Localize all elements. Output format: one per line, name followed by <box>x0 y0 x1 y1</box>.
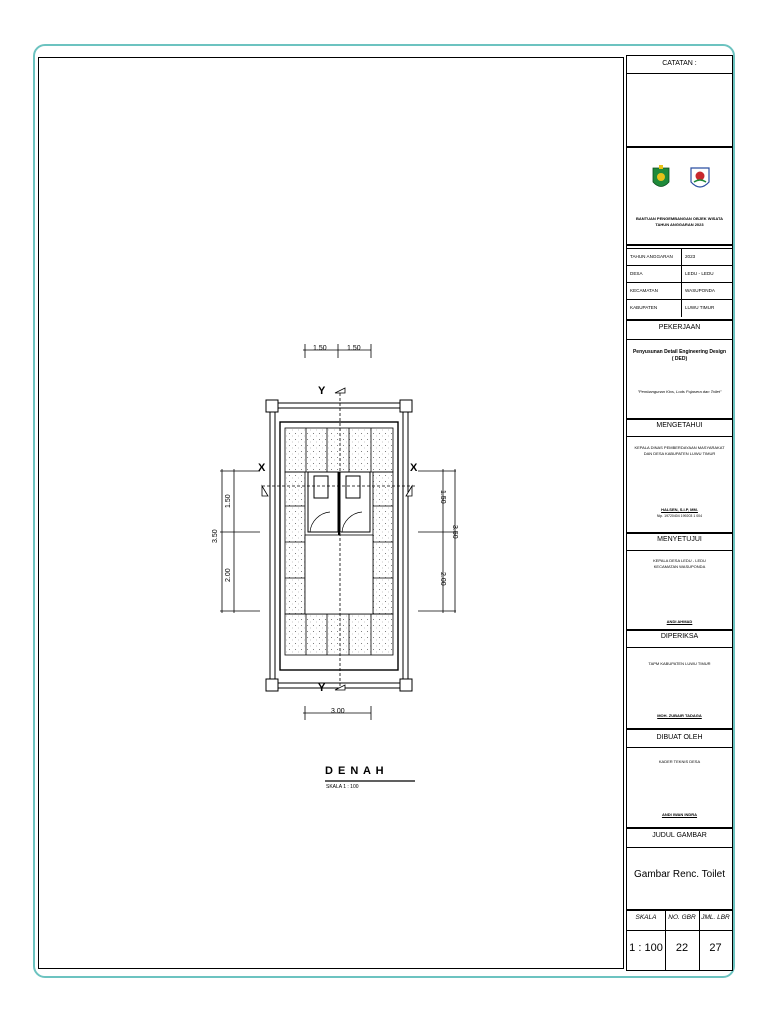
program-title-line2: TAHUN ANGGARAN 2023 <box>655 222 704 227</box>
checked-role: TAPM KABUPATEN LUWU TIMUR <box>648 661 711 666</box>
scale-value: 1 : 100 <box>629 942 663 954</box>
approved-heading: MENYETUJUI <box>657 536 702 543</box>
dim-right-lower: 2.00 <box>439 572 446 586</box>
dim-top-left: 1.50 <box>313 345 327 352</box>
approved-role-line2: KECAMATAN WASUPONDA <box>653 564 706 569</box>
plan-title: D E N A H <box>325 765 385 777</box>
program-title-line1: BANTUAN PENGEMBANGAN OBJEK WISATA <box>636 216 723 221</box>
dim-left-upper: 1.50 <box>225 494 232 508</box>
work-subtitle: "Pembangunan Kios, Lods Pujasera dan Toilet" <box>637 389 722 394</box>
ministry-emblem-icon <box>689 166 711 192</box>
acknowledged-name: HALSEN, S.I.P, MM. <box>661 507 698 512</box>
plan-scale: SKALA 1 : 100 <box>326 784 359 790</box>
section-label-x-right: X <box>410 462 418 474</box>
info-row-village: DESA LEDU - LEDU <box>627 265 732 283</box>
work-title-line2: ( DED) <box>671 356 688 362</box>
work-heading: PEKERJAAN <box>658 324 701 331</box>
drawing-title: Gambar Renc. Toilet <box>634 869 725 880</box>
info-row-year: TAHUN ANGGARAN 2023 <box>627 248 732 266</box>
info-row-district: KECAMATAN WASUPONDA <box>627 282 732 300</box>
acknowledged-role-line2: DAN DESA KABUPATEN LUWU TIMUR <box>643 451 716 456</box>
checked-name: MOH. ZUBAIR TADAGA <box>657 713 702 718</box>
acknowledged-heading: MENGETAHUI <box>656 422 703 429</box>
regency-emblem-icon <box>651 164 671 192</box>
acknowledged-nip: Nip. 19720404 199203 1 004 <box>656 514 703 518</box>
checked-heading: DIPERIKSA <box>660 633 699 640</box>
drawing-heading: JUDUL GAMBAR <box>652 832 707 839</box>
dim-left-lower: 2.00 <box>225 568 232 582</box>
section-label-y-bottom: Y <box>318 682 326 694</box>
sheet-total-label: JML. LBR <box>701 914 730 921</box>
ministry-logo <box>689 166 711 192</box>
approved-role-line1: KEPALA DESA LEDU - LEDU <box>653 558 706 563</box>
scale-label: SKALA <box>635 914 657 921</box>
made-by-role: KADER TEKNIS DESA <box>658 759 701 764</box>
made-by-name: ANDI IWAN INDRA <box>661 812 698 817</box>
dim-top-right: 1.50 <box>347 345 361 352</box>
dim-bottom: 3.00 <box>331 708 345 715</box>
info-row-regency: KABUPATEN LUWU TIMUR <box>627 299 732 317</box>
section-label-y-top: Y <box>318 385 326 397</box>
sheet-number-value: 22 <box>675 942 689 954</box>
regency-logo <box>651 164 671 192</box>
title-block <box>626 55 733 971</box>
sheet-total-value: 27 <box>709 942 722 954</box>
notes-label: CATATAN : <box>662 60 697 67</box>
approved-name: ANDI AHMAD <box>666 619 693 624</box>
acknowledged-role-line1: KEPALA DINAS PEMBERDAYAAN MASYARAKAT <box>634 445 725 450</box>
made-by-heading: DIBUAT OLEH <box>656 734 703 741</box>
floor-tiles <box>285 428 393 655</box>
dim-right-upper: 1.50 <box>439 490 446 504</box>
section-label-x-left: X <box>258 462 266 474</box>
sheet-number-label: NO. GBR <box>668 914 696 921</box>
work-title-line1: Penyusunan Detail Engineering Design <box>632 349 727 355</box>
dim-right-total: 3.50 <box>451 525 458 539</box>
toilet-cubicles <box>308 472 370 535</box>
dim-left-total: 3.50 <box>212 529 219 543</box>
